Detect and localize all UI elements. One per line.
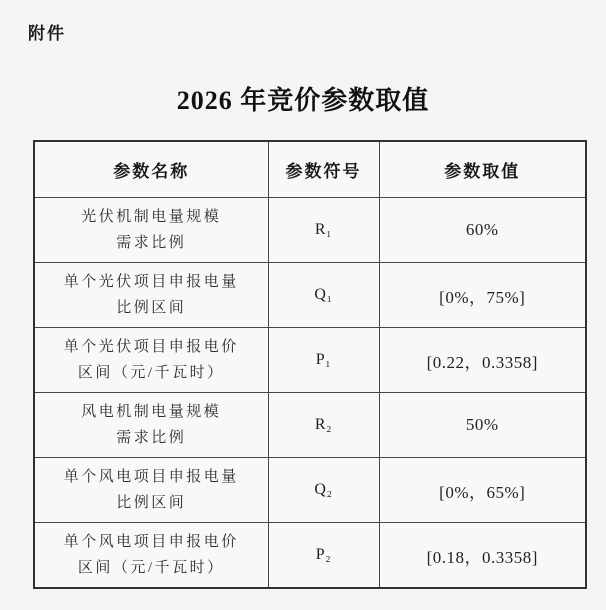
parameter-name-line1: 单个光伏项目申报电价	[63, 339, 239, 355]
page-title: 2026 年竞价参数取值	[176, 86, 430, 115]
parameters-table	[33, 140, 587, 589]
parameter-name-cell	[34, 458, 268, 523]
parameter-name-line2: 比例区间	[116, 495, 187, 511]
parameter-name-line1: 光伏机制电量规模	[81, 209, 222, 225]
parameter-value-cell: [0.18，0.3358]	[379, 523, 586, 589]
parameter-name-cell	[34, 263, 268, 328]
parameter-name-line2: 比例区间	[116, 300, 187, 316]
parameter-name-cell	[34, 328, 268, 393]
parameter-symbol-cell: P₁	[268, 328, 379, 393]
parameter-value-cell: 60%	[379, 198, 586, 263]
parameter-name-cell	[34, 393, 268, 458]
table-row	[34, 458, 586, 523]
table-row	[34, 328, 586, 393]
parameter-name-line1: 风电机制电量规模	[81, 404, 222, 420]
parameter-symbol-cell: P₂	[268, 523, 379, 589]
parameter-name-line1: 单个风电项目申报电价	[63, 534, 239, 550]
parameter-symbol-cell: Q₁	[268, 263, 379, 328]
attachment-label: 附件	[28, 24, 66, 43]
parameter-name-line2: 需求比例	[116, 235, 187, 251]
table-row	[34, 393, 586, 458]
parameter-name-line2: 区间（元/千瓦时）	[77, 365, 225, 381]
parameter-symbol-cell: R₁	[268, 198, 379, 263]
header-cell-parameter-name: 参数名称	[34, 141, 268, 198]
table-header-row	[34, 141, 586, 198]
parameter-name-cell	[34, 198, 268, 263]
table-row	[34, 263, 586, 328]
parameter-name-line2: 区间（元/千瓦时）	[77, 560, 225, 576]
parameter-value-cell: [0%，75%]	[379, 263, 586, 328]
parameter-name-line1: 单个光伏项目申报电量	[63, 274, 239, 290]
parameter-symbol-cell: R₂	[268, 393, 379, 458]
table-row	[34, 523, 586, 589]
parameter-value-cell: [0.22，0.3358]	[379, 328, 586, 393]
parameter-name-line1: 单个风电项目申报电量	[63, 469, 239, 485]
header-cell-parameter-symbol: 参数符号	[268, 141, 379, 198]
parameter-value-cell: [0%，65%]	[379, 458, 586, 523]
parameter-name-line2: 需求比例	[116, 430, 187, 446]
parameter-value-cell: 50%	[379, 393, 586, 458]
parameter-name-cell	[34, 523, 268, 589]
parameter-symbol-cell: Q₂	[268, 458, 379, 523]
header-cell-parameter-value: 参数取值	[379, 141, 586, 198]
table-row	[34, 198, 586, 263]
